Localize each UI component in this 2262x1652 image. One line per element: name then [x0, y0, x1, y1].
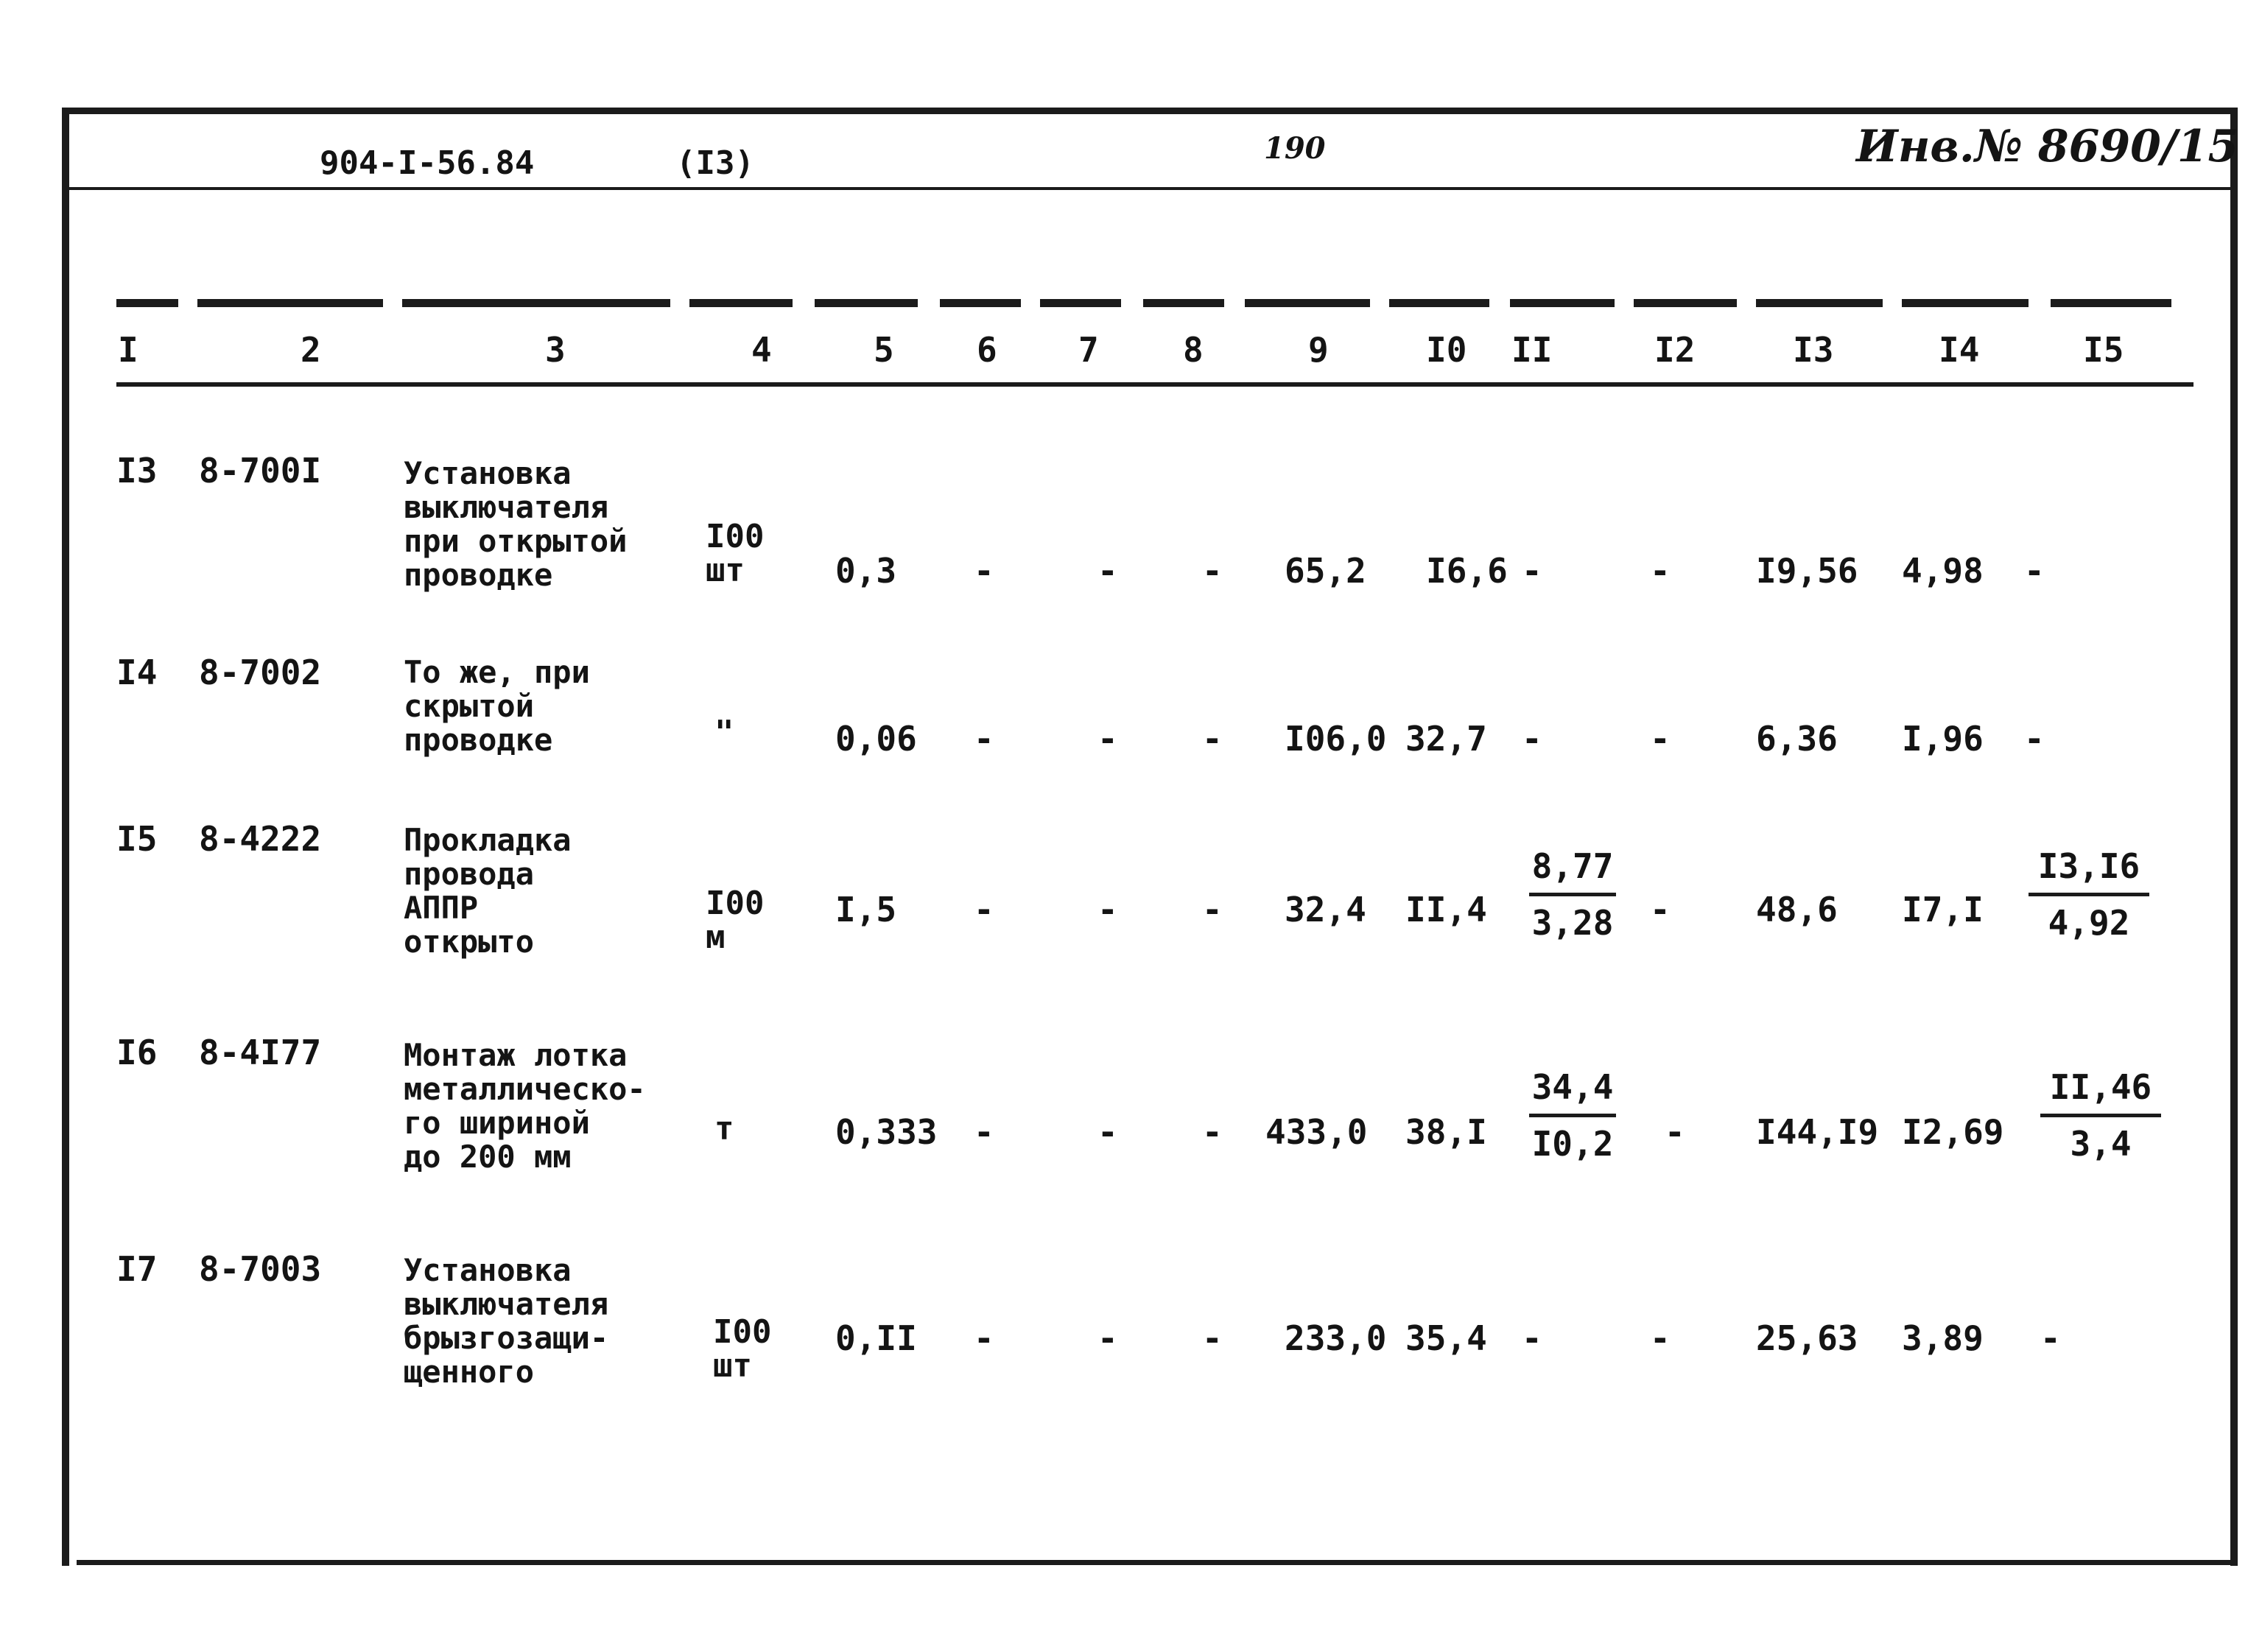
- header-dash: [402, 299, 670, 307]
- column-number: I0: [1426, 330, 1467, 370]
- column-number-rule: [116, 382, 2193, 387]
- row-value-8: -: [1202, 890, 1223, 929]
- row-code: 8-4I77: [199, 1033, 322, 1072]
- header-dash: [1902, 299, 2029, 307]
- header-dash: [1389, 299, 1489, 307]
- frame-bottom-border: [77, 1560, 2238, 1565]
- row-value-9: 233,0: [1285, 1318, 1387, 1358]
- row-value-8: -: [1202, 1318, 1223, 1358]
- header-dash: [2051, 299, 2171, 307]
- row-code: 8-700I: [199, 451, 322, 491]
- column-number: 6: [977, 330, 997, 370]
- fraction-denominator: 4,92: [2048, 903, 2130, 943]
- row-value-15: -: [2024, 551, 2045, 591]
- row-value-5: I,5: [835, 890, 897, 929]
- section-number: (I3): [676, 144, 754, 182]
- header-dash: [940, 299, 1021, 307]
- row-value-8: -: [1202, 551, 1223, 591]
- row-value-9: I06,0: [1285, 719, 1387, 759]
- row-value-13: 48,6: [1756, 890, 1838, 929]
- column-number: I2: [1654, 330, 1696, 370]
- row-unit: ": [714, 714, 734, 751]
- row-value-10: 32,7: [1405, 719, 1487, 759]
- row-value-5: 0,II: [835, 1318, 917, 1358]
- row-number: I4: [116, 653, 158, 692]
- header-rule: [69, 187, 2230, 190]
- header-dash: [197, 299, 383, 307]
- header-dash: [116, 299, 178, 307]
- frame-right-border: [2230, 108, 2238, 1566]
- row-value-10: 35,4: [1405, 1318, 1487, 1358]
- row-value-14: I2,69: [1902, 1112, 2004, 1152]
- fraction-numerator: II,46: [2049, 1067, 2152, 1107]
- row-number: I6: [116, 1033, 158, 1072]
- fraction-numerator: 34,4: [1531, 1067, 1614, 1107]
- fraction-bar: [2040, 1114, 2161, 1117]
- row-fraction-11: [1525, 846, 1620, 943]
- column-number: 2: [301, 330, 321, 370]
- header-dash: [689, 299, 793, 307]
- fraction-denominator: 3,28: [1531, 903, 1614, 943]
- fraction-numerator: 8,77: [1531, 846, 1614, 886]
- frame-top-border: [62, 108, 2238, 114]
- row-value-14: I,96: [1902, 719, 1984, 759]
- row-unit: I00 м: [706, 885, 765, 956]
- header-dash: [1756, 299, 1883, 307]
- row-value-5: 0,3: [835, 551, 897, 591]
- row-value-13: I44,I9: [1756, 1112, 1879, 1152]
- column-number: I3: [1793, 330, 1834, 370]
- fraction-denominator: 3,4: [2070, 1124, 2132, 1164]
- row-value-14: 3,89: [1902, 1318, 1984, 1358]
- row-fraction-15: [2036, 1066, 2166, 1164]
- row-description: Установка выключателя брызгозащи- щенного: [404, 1252, 609, 1390]
- header-dash: [1634, 299, 1737, 307]
- row-value-10: I6,6: [1426, 551, 1508, 591]
- row-value-15: -: [2024, 719, 2045, 759]
- column-number: 9: [1308, 330, 1329, 370]
- row-value-11: -: [1522, 551, 1542, 591]
- row-value-13: I9,56: [1756, 551, 1858, 591]
- column-number: 7: [1078, 330, 1099, 370]
- header-dash: [1143, 299, 1224, 307]
- column-number: 5: [874, 330, 894, 370]
- row-value-7: -: [1097, 551, 1118, 591]
- row-value-7: -: [1097, 1318, 1118, 1358]
- row-fraction-15: [2024, 846, 2154, 943]
- row-value-9: 433,0: [1265, 1112, 1368, 1152]
- row-description: То же, при скрытой проводке: [404, 654, 590, 758]
- row-value-5: 0,06: [835, 719, 917, 759]
- inventory-number: Инв.№ 8690/15: [1856, 121, 2239, 172]
- row-code: 8-7002: [199, 653, 322, 692]
- fraction-bar: [1529, 1114, 1616, 1117]
- row-value-7: -: [1097, 719, 1118, 759]
- header-dash: [1510, 299, 1615, 307]
- fraction-numerator: I3,I6: [2037, 846, 2140, 886]
- row-code: 8-4222: [199, 819, 322, 859]
- header-dash: [815, 299, 918, 307]
- row-value-14: I7,I: [1902, 890, 1984, 929]
- row-description: Установка выключателя при открытой проводке: [404, 455, 628, 593]
- row-value-6: -: [974, 890, 994, 929]
- row-value-6: -: [974, 1112, 994, 1152]
- column-number: I4: [1939, 330, 1980, 370]
- column-number: 4: [751, 330, 772, 370]
- row-value-15: -: [2040, 1318, 2061, 1358]
- row-code: 8-7003: [199, 1249, 322, 1289]
- fraction-bar: [1529, 893, 1616, 896]
- row-value-11: -: [1522, 1318, 1542, 1358]
- row-value-10: 38,I: [1405, 1112, 1487, 1152]
- row-value-7: -: [1097, 1112, 1118, 1152]
- row-value-14: 4,98: [1902, 551, 1984, 591]
- row-value-10: II,4: [1405, 890, 1487, 929]
- row-unit: т: [714, 1110, 734, 1147]
- row-value-11: -: [1522, 719, 1542, 759]
- doc-code: 904-I-56.84: [320, 144, 535, 182]
- row-description: Прокладка провода АППР открыто: [404, 822, 572, 960]
- row-value-9: 65,2: [1285, 551, 1366, 591]
- column-number: 3: [545, 330, 566, 370]
- column-number: II: [1511, 330, 1553, 370]
- header-dash: [1245, 299, 1370, 307]
- fraction-denominator: I0,2: [1531, 1124, 1614, 1164]
- fraction-bar: [2029, 893, 2149, 896]
- row-number: I5: [116, 819, 158, 859]
- row-value-6: -: [974, 719, 994, 759]
- page-number: 190: [1264, 131, 1326, 166]
- row-number: I3: [116, 451, 158, 491]
- row-value-13: 6,36: [1756, 719, 1838, 759]
- column-number: I: [118, 330, 138, 370]
- column-number: 8: [1183, 330, 1204, 370]
- header-dash: [1040, 299, 1121, 307]
- row-value-12: -: [1650, 890, 1671, 929]
- row-value-7: -: [1097, 890, 1118, 929]
- column-number: I5: [2083, 330, 2124, 370]
- row-value-12: -: [1665, 1112, 1685, 1152]
- row-unit: I00 шт: [706, 518, 765, 589]
- row-value-12: -: [1650, 1318, 1671, 1358]
- row-number: I7: [116, 1249, 158, 1289]
- row-value-12: -: [1650, 719, 1671, 759]
- row-value-6: -: [974, 1318, 994, 1358]
- row-unit: I00 шт: [713, 1313, 772, 1385]
- row-value-5: 0,333: [835, 1112, 938, 1152]
- row-value-12: -: [1650, 551, 1671, 591]
- row-value-8: -: [1202, 1112, 1223, 1152]
- row-value-9: 32,4: [1285, 890, 1366, 929]
- row-fraction-11: [1525, 1066, 1620, 1164]
- frame-left-border: [62, 108, 69, 1566]
- row-description: Монтаж лотка металлическо- го шириной до 200 мм: [404, 1037, 646, 1175]
- row-value-13: 25,63: [1756, 1318, 1858, 1358]
- row-value-6: -: [974, 551, 994, 591]
- row-value-8: -: [1202, 719, 1223, 759]
